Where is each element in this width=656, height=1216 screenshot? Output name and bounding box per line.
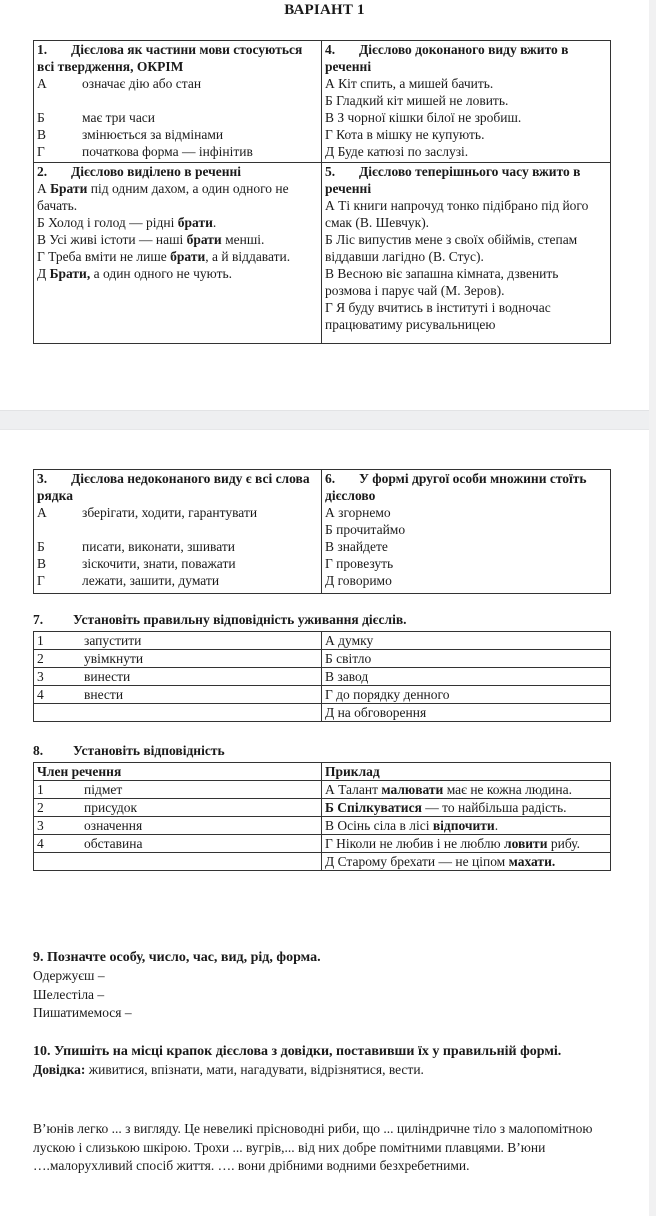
question-10-title: 10. Упишіть на місці крапок дієслова з довідки, поставивши їх у правильній формі. [33, 1044, 562, 1059]
question-4-title: 4. Дієслово доконаного виду вжито в реченні [325, 42, 569, 74]
table-row: 2 увімкнути Б світло [34, 650, 611, 668]
table-header-row: Член речення Приклад [34, 763, 611, 781]
question-5-option-v[interactable]: В Весною віє запашна кімната, дзвенить розмова і парує чай (М. Зеров). [325, 266, 559, 298]
question-6-cell [322, 470, 611, 594]
question-9 [33, 948, 613, 1023]
question-4-option-b[interactable]: Б Гладкий кіт мишей не ловить. [325, 93, 509, 108]
questions-table-1 [33, 40, 611, 344]
question-7-table [33, 631, 611, 722]
question-10-text: В’юнів легко ... з вигляду. Це невеликі прісноводні риби, що ... циліндричне тіло з малопомітною лускою і слизькою шкірою. Трохи ... вугрів,... від них добре помітними плавцями. В’юни ….малорухливий спосіб життя. …. вони дрібними водними безхребетними. [33, 1121, 593, 1173]
question-6-option-v[interactable]: В знайдете [325, 539, 388, 554]
question-9-title: 9. Позначте особу, число, час, вид, рід, форма. [33, 950, 321, 965]
question-3-option-a[interactable]: А зберігати, ходити, гарантувати [37, 505, 258, 520]
question-9-item: Одержуєш – [33, 968, 105, 983]
question-4-option-a[interactable]: А Кіт спить, а мишей бачить. [325, 76, 494, 91]
question-2-option-d[interactable]: Д Брати, а один одного не чують. [37, 266, 233, 281]
table-row: 1 запустити А думку [34, 632, 611, 650]
document-page-2 [0, 430, 649, 1216]
question-3-option-v[interactable]: В зіскочити, знати, поважати [37, 556, 236, 571]
question-2-option-b[interactable]: Б Холод і голод — рідні брати. [37, 215, 217, 230]
question-3-title: 3. Дієслова недоконаного виду є всі слова рядка [37, 471, 310, 503]
question-10 [33, 1042, 573, 1080]
questions-table-2 [33, 469, 611, 594]
page-separator [0, 410, 649, 430]
question-4-option-d[interactable]: Д Буде катюзі по заслузі. [325, 144, 469, 159]
question-6-title: 6. У формі другої особи множини стоїть дієслово [325, 471, 587, 503]
question-1-cell [34, 41, 322, 163]
question-6-option-b[interactable]: Б прочитаймо [325, 522, 406, 537]
question-5-option-g[interactable]: Г Я буду вчитись в інституті і водночас працюватиму рисувальницею [325, 300, 551, 332]
question-1-title: 1. Дієслова як частини мови стосуються всі твердження, ОКРІМ [37, 42, 303, 74]
question-2-option-g[interactable]: Г Треба вміти не лише брати, а й віддавати. [37, 249, 291, 264]
question-10-hint: Довідка: живитися, впізнати, мати, нагадувати, відрізнятися, вести. [33, 1062, 424, 1077]
document-page-1 [0, 0, 649, 410]
question-5-option-b[interactable]: Б Ліс випустив мене з своїх обіймів, степам віддавши лагідно (В. Стус). [325, 232, 578, 264]
question-1-option-b[interactable]: Б має три часи [37, 110, 156, 125]
question-5-cell [322, 163, 611, 344]
question-1-option-v[interactable]: В змінюється за відмінами [37, 127, 224, 142]
question-7-title: 7. Установіть правильну відповідність уживання дієслів. [33, 612, 407, 627]
question-5-title: 5. Дієслово теперішнього часу вжито в реченні [325, 164, 581, 196]
table-row: Д на обговорення [34, 704, 611, 722]
question-9-item: Шелестіла – [33, 986, 105, 1002]
table-row: 1 підмет А Талант малювати має не кожна людина. [34, 781, 611, 799]
table-row: Д Старому брехати — не ціпом махати. [34, 853, 611, 871]
question-2-option-v[interactable]: В Усі живі істоти — наші брати менші. [37, 232, 265, 247]
table-row: 3 означення В Осінь сіла в лісі відпочити. [34, 817, 611, 835]
question-4-option-v[interactable]: В З чорної кішки білої не зробиш. [325, 110, 522, 125]
question-1-option-a[interactable]: А означає дію або стан [37, 76, 202, 91]
table-row: 2 присудок Б Спілкуватися — то найбільша радість. [34, 799, 611, 817]
question-3-option-g[interactable]: Г лежати, зашити, думати [37, 573, 220, 588]
question-6-option-d[interactable]: Д говоримо [325, 573, 392, 588]
question-2-cell [34, 163, 322, 344]
question-6-option-a[interactable]: А згорнемо [325, 505, 391, 520]
question-9-item: Пишатимемося – [33, 1005, 132, 1020]
question-2-title: 2. Дієслово виділено в реченні [37, 164, 242, 179]
table-row: 3 винести В завод [34, 668, 611, 686]
question-1-option-g[interactable]: Г початкова форма — інфінітив [37, 144, 253, 159]
table-row: 4 обставина Г Ніколи не любив і не люблю ловити рибу. [34, 835, 611, 853]
question-8-table [33, 762, 611, 871]
question-8-title: 8. Установіть відповідність [33, 743, 225, 758]
question-4-cell [322, 41, 611, 163]
question-2-option-a[interactable]: А Брати під одним дахом, а один одного не бачать. [37, 181, 289, 213]
question-3-option-b[interactable]: Б писати, виконати, зшивати [37, 539, 236, 554]
table-row: 4 внести Г до порядку денного [34, 686, 611, 704]
question-6-option-g[interactable]: Г провезуть [325, 556, 394, 571]
question-4-option-g[interactable]: Г Кота в мішку не купують. [325, 127, 485, 142]
question-5-option-a[interactable]: А Ті книги напрочуд тонко підібрано під його смак (В. Шевчук). [325, 198, 589, 230]
viewer-scrollbar-track[interactable] [649, 0, 656, 1216]
variant-title: ВАРІАНТ 1 [284, 2, 365, 18]
question-3-cell [34, 470, 322, 594]
